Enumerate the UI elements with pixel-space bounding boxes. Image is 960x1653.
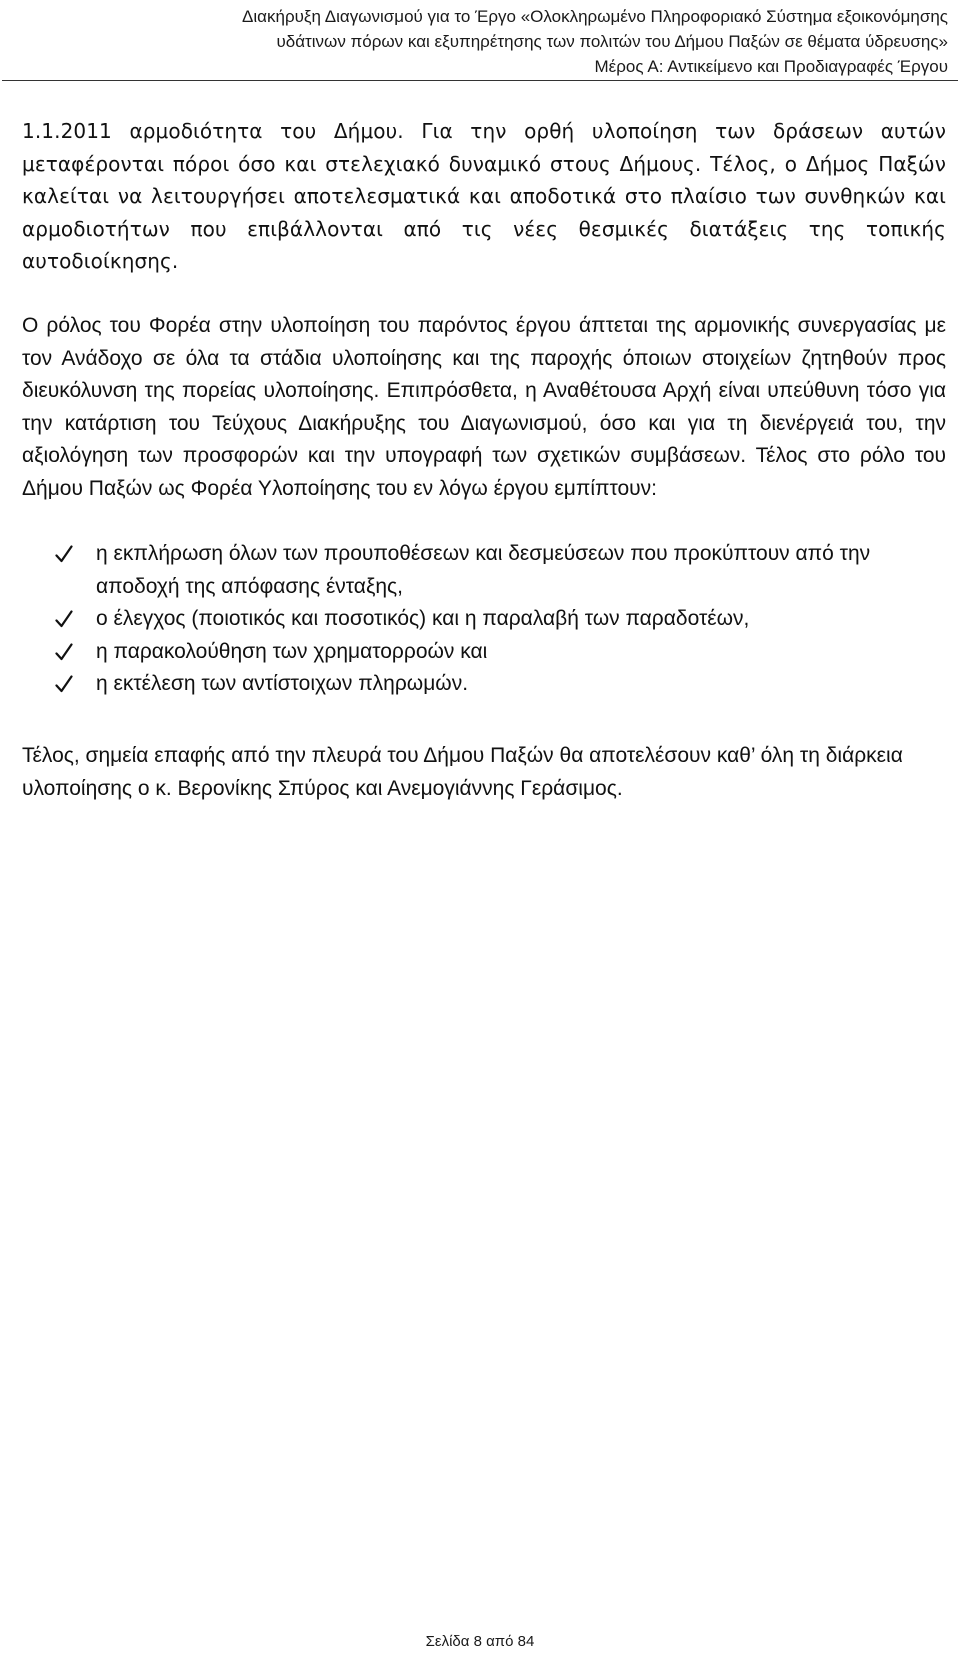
checklist-item [22, 538, 946, 603]
page-header [48, 4, 948, 79]
paragraph-2: Ο ρόλος του Φορέα στην υλοποίηση του παρόντος έργου άπτεται της αρμονικής συνεργασίας με τον Ανάδοχο σε όλα τα στάδια υλοποίησης και της παροχής όποιων στοιχείων ζητηθούν προς διευκόλυνση της πορείας υλοποίησης. Επιπρόσθετα, η Αναθέτουσα Αρχή είναι υπεύθυνη τόσο για την κατάρτιση του Τεύχους Διακήρυξης του Διαγωνισμού, όσο και για τη διενέργειά του, την αξιολόγηση των προσφορών και την υπογραφή των σχετικών συμβάσεων. Τέλος στο ρόλο του Δήμου Παξών ως Φορέα Υλοποίησης του εν λόγω έργου εμπίπτουν: [22, 314, 946, 500]
check-icon [55, 545, 73, 563]
check-icon [55, 675, 73, 693]
checklist-item-text: η εκπλήρωση όλων των προυποθέσεων και δεσμεύσεων που προκύπτουν από την αποδοχή της απόφασης ένταξης, [96, 542, 871, 598]
paragraph-1: 1.1.2011 αρμοδιότητα του Δήμου. Για την ορθή υλοποίηση των δράσεων αυτών μεταφέρονται πόροι όσο και στελεχιακό δυναμικό στους Δήμους. Τέλος, ο Δήμος Παξών καλείται να λειτουργήσει αποτελεσματικά και αποδοτικά στο πλαίσιο των συνθηκών και αρμοδιοτήτων που επιβάλλονται από τις νέες θεσμικές διατάξεις της τοπικής αυτοδιοίκησης. [22, 119, 946, 273]
page-number: Σελίδα 8 από 84 [425, 1633, 535, 1650]
checklist-item-text: η παρακολούθηση των χρηματορροών και [96, 639, 488, 663]
check-icon [55, 610, 73, 628]
header-divider [2, 80, 958, 81]
checklist-item [22, 668, 946, 701]
checklist-item-text: η εκτέλεση των αντίστοιχων πληρωμών. [96, 672, 469, 695]
responsibilities-checklist [22, 538, 946, 701]
header-line-2: υδάτινων πόρων και εξυπηρέτησης των πολιτών του Δήμου Παξών σε θέματα ύδρευσης» [276, 32, 948, 51]
paragraph-3: Τέλος, σημεία επαφής από την πλευρά του Δήμου Παξών θα αποτελέσουν καθ’ όλη τη διάρκεια υλοποίησης ο κ. Βερονίκης Σπύρος και Ανεμογιάννης Γεράσιμος. [22, 744, 903, 800]
header-line-1: Διακήρυξη Διαγωνισμού για το Έργο «Ολοκληρωμένο Πληροφοριακό Σύστημα εξοικονόμησης [242, 7, 948, 26]
header-line-3: Μέρος Α: Αντικείμενο και Προδιαγραφές Έργου [594, 57, 948, 76]
check-icon [55, 643, 73, 661]
checklist-item [22, 603, 946, 636]
checklist-item [22, 636, 946, 669]
checklist-item-text: ο έλεγχος (ποιοτικός και ποσοτικός) και η παραλαβή των παραδοτέων, [96, 607, 750, 630]
